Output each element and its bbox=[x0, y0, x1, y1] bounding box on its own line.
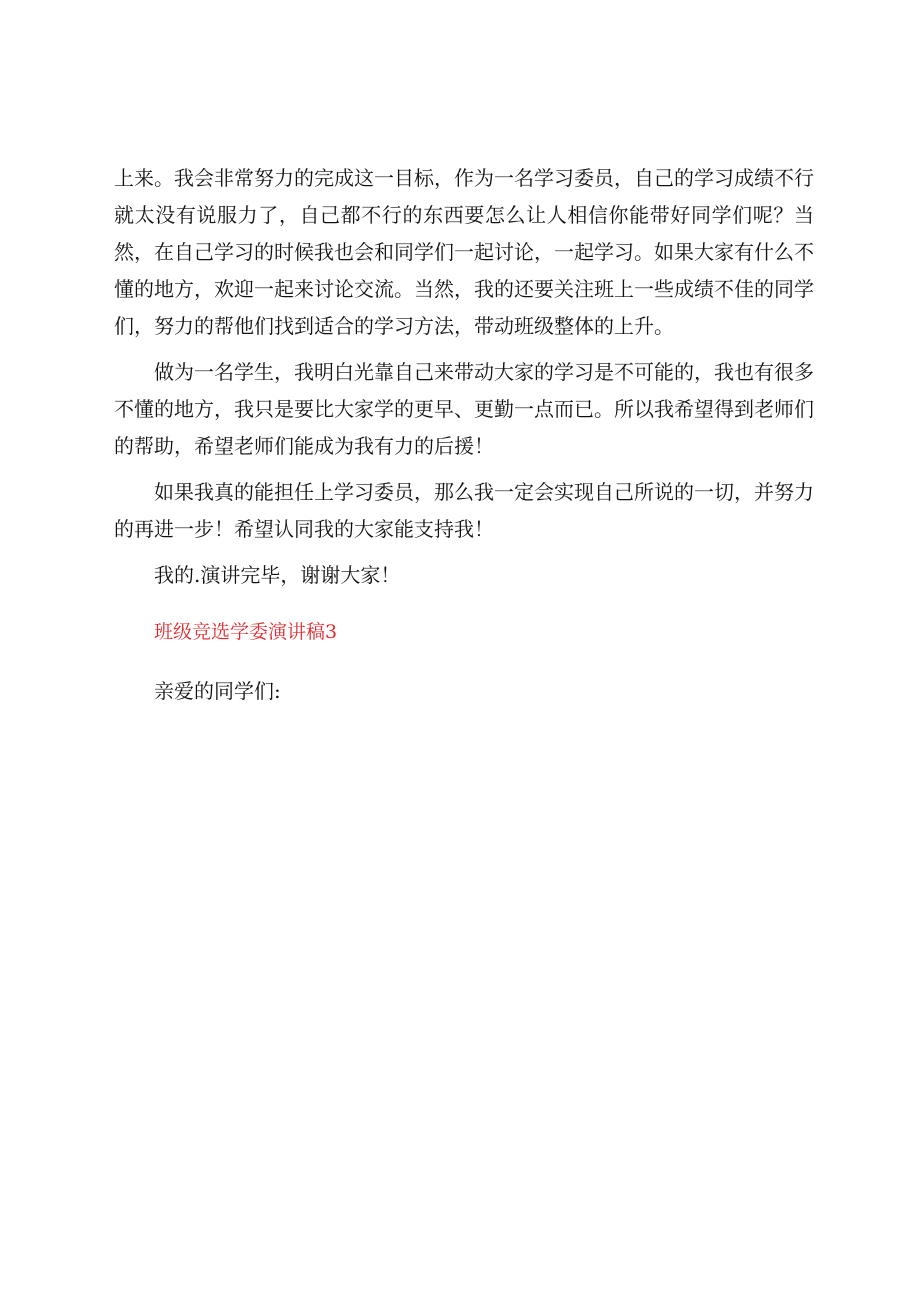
paragraph-student-role: 做为一名学生，我明白光靠自己来带动大家的学习是不可能的，我也有很多不懂的地方，我只是要比大家学的更早、更勤一点而已。所以我希望得到老师们的帮助，希望老师们能成为我有力的后援！ bbox=[114, 360, 814, 458]
greeting-line: 亲爱的同学们: bbox=[154, 679, 281, 703]
document-body bbox=[114, 160, 814, 710]
paragraph-commitment: 如果我真的能担任上学习委员，那么我一定会实现自己所说的一切，并努力的再进一步！希望认同我的大家能支持我！ bbox=[114, 480, 814, 541]
section-heading: 班级竞选学委演讲稿3 bbox=[154, 621, 338, 643]
paragraph-closing: 我的.演讲完毕，谢谢大家！ bbox=[154, 563, 401, 587]
paragraph-continuation: 上来。我会非常努力的完成这一目标，作为一名学习委员，自己的学习成绩不行就太没有说服力了，自己都不行的东西要怎么让人相信你能带好同学们呢？当然，在自己学习的时候我也会和同学们一起讨论，一起学习。如果大家有什么不懂的地方，欢迎一起来讨论交流。当然，我的还要关注班上一些成绩不佳的同学们，努力的帮他们找到适合的学习方法，带动班级整体的上升。 bbox=[114, 166, 814, 338]
